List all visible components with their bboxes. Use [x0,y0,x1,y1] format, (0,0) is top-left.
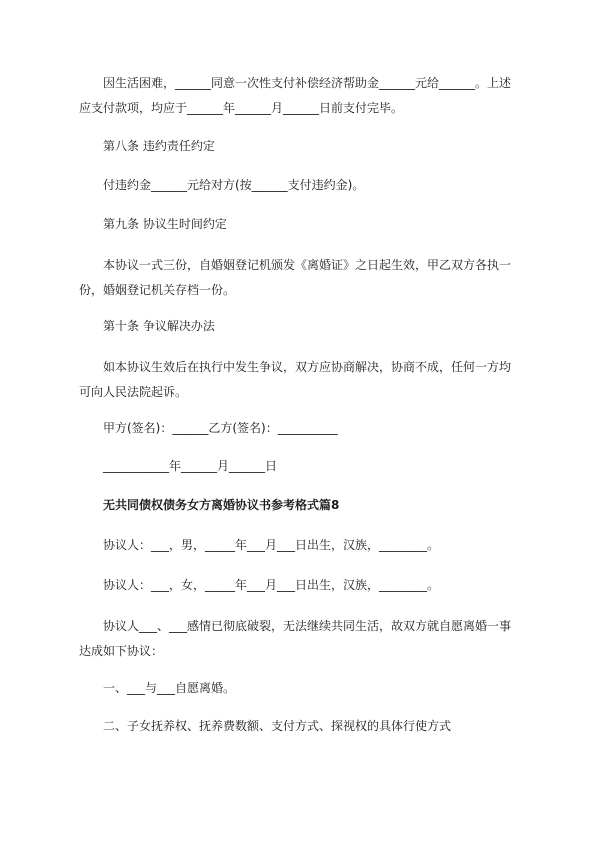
section-title: 无共同债权债务女方离婚协议书参考格式篇8 [103,498,340,512]
clause-1: 一、___与___自愿离婚。 [103,681,236,695]
heading-article-9: 第九条 协议生时间约定 [103,217,227,231]
paragraph-compensation: 因生活困难，______同意一次性支付补偿经济帮助金______元给______。上述应支付款项，均应于______年______月______日前支付完毕。 [79,76,512,115]
party-female: 协议人：___，女，_____年___月___日出生，汉族，________。 [103,578,440,592]
heading-article-8: 第八条 违约责任约定 [103,139,215,153]
paragraph-penalty: 付违约金______元给对方(按______支付违约金)。 [103,178,365,192]
paragraph-agreement: 协议人___、___感情已彻底破裂，无法继续共同生活，故双方就自愿离婚一事达成如下协议： [79,619,512,658]
date-line: ___________年______月______日 [103,459,278,473]
clause-2: 二、子女抚养权、抚养费数额、支付方式、探视权的具体行使方式 [103,719,452,733]
signature-line: 甲方(签名)：______乙方(签名)：__________ [103,421,338,435]
party-male: 协议人：___，男，_____年___月___日出生，汉族，________。 [103,538,440,552]
paragraph-effectiveness: 本协议一式三份，自婚姻登记机颁发《离婚证》之日起生效，甲乙双方各执一份，婚姻登记机关存档一份。 [79,258,512,297]
heading-article-10: 第十条 争议解决办法 [103,319,215,333]
paragraph-dispute: 如本协议生效后在执行中发生争议，双方应协商解决，协商不成，任何一方均可向人民法院起诉。 [79,360,512,399]
